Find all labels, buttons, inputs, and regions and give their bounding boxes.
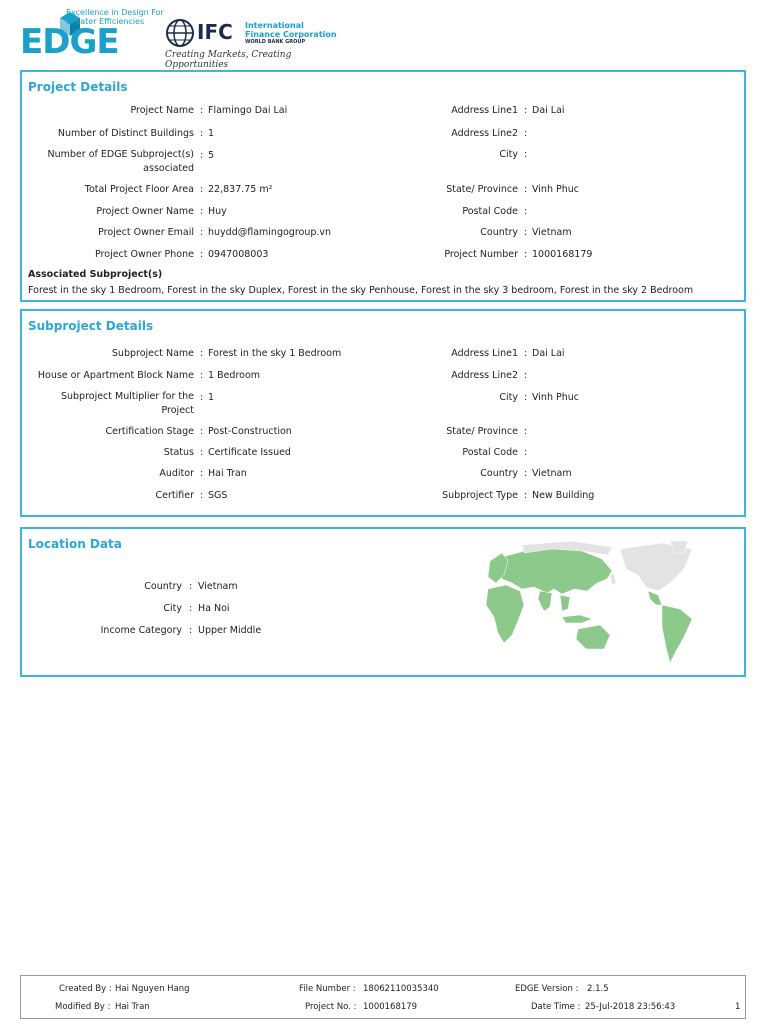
associated-subprojects-label: Associated Subproject(s) — [28, 269, 163, 280]
field-label: City — [163, 603, 182, 614]
ifc-abbr: IFC — [197, 20, 233, 44]
field-label: Subproject Multiplier for the Project — [60, 391, 194, 416]
ifc-logo — [165, 18, 345, 70]
field-value: 1 — [208, 392, 215, 403]
field-value: Post-Construction — [208, 426, 292, 437]
field-value: huydd@flamingogroup.vn — [208, 227, 332, 238]
section-title: Location Data — [28, 537, 122, 551]
field-label: Address Line2 — [451, 128, 518, 139]
file-number-value: 18062110035340 — [363, 984, 439, 994]
field-value: Ha Noi — [198, 603, 230, 614]
ifc-name-line1: International — [245, 21, 304, 30]
created-by-label: Created By : — [59, 984, 112, 994]
field-label: State/ Province — [446, 184, 518, 195]
associated-subprojects-value: Forest in the sky 1 Bedroom, Forest in the sky Duplex, Forest in the sky Penhouse, Forest in the sky 3 bedroom, Forest in the sky 2 Bedroom — [28, 285, 694, 296]
field-label: Project Owner Name — [96, 206, 194, 217]
field-value: Certificate Issued — [208, 447, 291, 458]
field-label: Auditor — [159, 468, 194, 479]
field-label: Certifier — [155, 490, 194, 501]
field-label: Address Line1 — [451, 105, 518, 116]
field-label: Certification Stage — [105, 426, 194, 437]
field-label: City — [499, 392, 518, 403]
field-value: Dai Lai — [532, 105, 565, 116]
field-label: Address Line2 — [451, 370, 518, 381]
field-label: Project Number — [444, 249, 518, 260]
modified-by-value: Hai Tran — [115, 1002, 150, 1012]
field-label: Address Line1 — [451, 348, 518, 359]
field-value: Dai Lai — [532, 348, 565, 359]
field-label: Country — [480, 227, 518, 238]
field-value: Forest in the sky 1 Bedroom — [208, 348, 342, 359]
project-details-section: Project Details Project Name : Flamingo Dai Lai Number of Distinct Buildings : 1 Number of EDGE Subproject(s) associated : 5 Total Project Floor Area : 22,837.75 m² Project Owner Name : Huy Project Owner Email : huydd@flamingogroup.vn Project Owner Phone : 0947008003 Address Line1 : Dai Lai Address Line2 : City : State/ Province : Vinh Phuc Postal Code : Country : Vietnam Project Number : 1000168179 Associated Subproject(s) Forest in the sky 1 Bedroom, Forest in the sky Duplex, Forest in the sky Penhouse, Forest in the sky 3 bedroom, Forest in the sky 2 Bedroom — [20, 70, 746, 302]
edge-wordmark: EDGE — [20, 22, 119, 62]
field-value: Flamingo Dai Lai — [208, 105, 288, 116]
edge-version-value: 2.1.5 — [587, 984, 609, 994]
field-value: 5 — [208, 150, 215, 161]
field-value: 22,837.75 m² — [208, 184, 273, 195]
date-time-value: 25-Jul-2018 23:56:43 — [585, 1002, 676, 1012]
created-by-value: Hai Nguyen Hang — [115, 984, 190, 994]
field-label: Country — [144, 581, 182, 592]
field-label: City — [499, 149, 518, 160]
ifc-name-line2: Finance Corporation — [245, 30, 337, 39]
field-label: Project Owner Email — [98, 227, 194, 238]
field-label: Status — [163, 447, 194, 458]
project-no-label: Project No. : — [305, 1002, 357, 1012]
field-value: Upper Middle — [198, 625, 262, 636]
field-value: Hai Tran — [208, 468, 247, 479]
field-value: Vietnam — [532, 468, 572, 479]
field-value: New Building — [532, 490, 595, 501]
field-label: Number of Distinct Buildings — [57, 128, 194, 139]
field-label: Income Category — [100, 625, 182, 636]
edge-tagline: Excellence in Design For Greater Efficiencies — [66, 8, 164, 26]
ifc-slogan: Creating Markets, Creating Opportunities — [165, 50, 292, 70]
edge-logo — [20, 8, 164, 64]
world-bank-group: WORLD BANK GROUP — [245, 39, 306, 45]
date-time-label: Date Time : — [531, 1002, 581, 1012]
modified-by-label: Modified By : — [55, 1002, 111, 1012]
file-number-label: File Number : — [299, 984, 356, 994]
field-label: Total Project Floor Area — [84, 184, 194, 195]
field-label: Postal Code — [462, 206, 518, 217]
world-map — [462, 539, 702, 667]
field-label: House or Apartment Block Name — [37, 370, 194, 381]
field-value: 1000168179 — [532, 249, 593, 260]
field-value: SGS — [208, 490, 228, 501]
section-title: Subproject Details — [28, 319, 154, 333]
field-value: Huy — [208, 206, 227, 217]
field-value: Vietnam — [532, 227, 572, 238]
field-value: Vietnam — [198, 581, 238, 592]
location-data-section: Location Data Country : Vietnam City : Ha Noi Income Category : Upper Middle — [20, 527, 746, 677]
field-label: Project Name — [130, 105, 194, 116]
field-label: State/ Province — [446, 426, 518, 437]
field-label: Country — [480, 468, 518, 479]
field-value: 1 — [208, 128, 215, 139]
field-label: Postal Code — [462, 447, 518, 458]
field-label: Number of EDGE Subproject(s) associated — [47, 149, 194, 174]
field-value: Vinh Phuc — [532, 392, 579, 403]
field-label: Subproject Name — [111, 348, 194, 359]
edge-version-label: EDGE Version : — [515, 984, 579, 994]
field-label: Project Owner Phone — [95, 249, 194, 260]
field-value: Vinh Phuc — [532, 184, 579, 195]
field-value: 1 Bedroom — [208, 370, 261, 381]
ifc-name — [245, 21, 337, 39]
globe-icon — [165, 18, 195, 48]
page-footer — [20, 975, 746, 1019]
project-no-value: 1000168179 — [363, 1002, 418, 1012]
field-label: Subproject Type — [442, 490, 518, 501]
field-value: 0947008003 — [208, 249, 269, 260]
subproject-details-section: Subproject Details Subproject Name : Forest in the sky 1 Bedroom House or Apartment Block Name : 1 Bedroom Subproject Multiplier for the Project : 1 Certification Stage : Post-Construction Status : Certificate Issued Auditor : Hai Tran Certifier : SGS Address Line1 : Dai Lai Address Line2 : City : Vinh Phuc State/ Province : Postal Code : Country : Vietnam Subproject Type : New Building — [20, 309, 746, 517]
section-title: Project Details — [28, 80, 128, 94]
page-number: 1 — [735, 1002, 741, 1012]
